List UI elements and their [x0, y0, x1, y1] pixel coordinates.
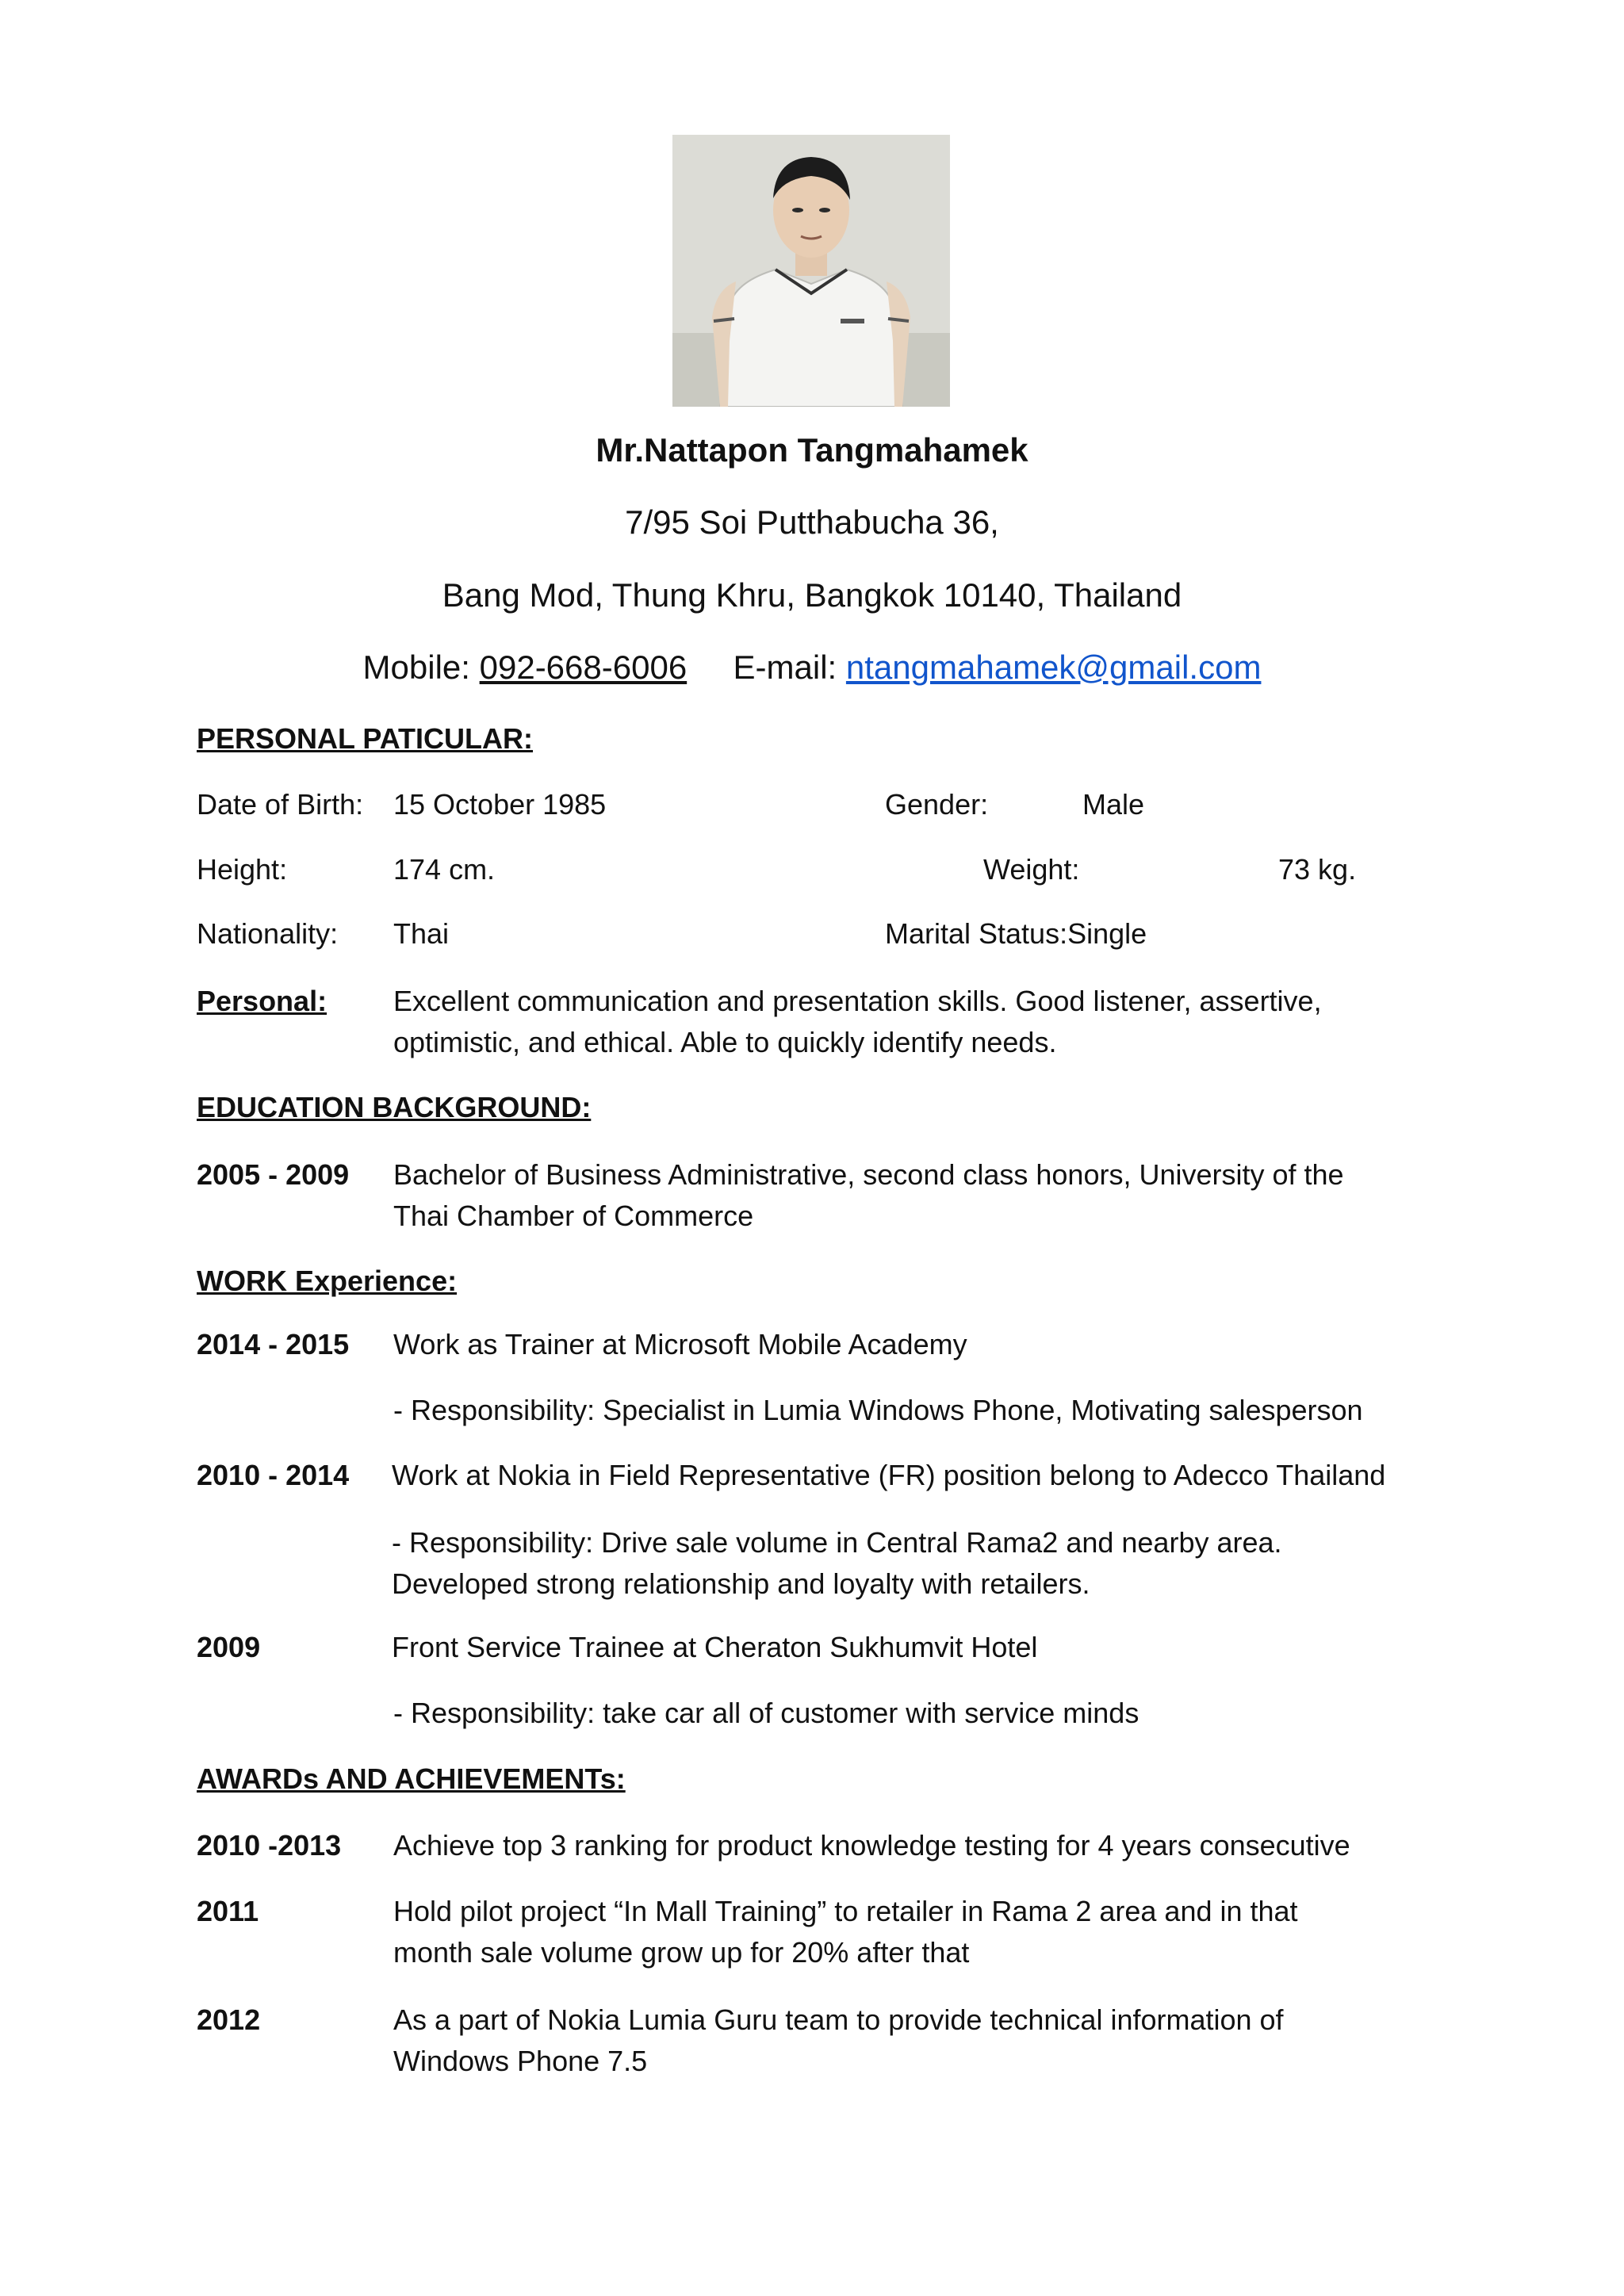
height-label: Height: [197, 853, 288, 886]
marital-value: Single [1067, 917, 1147, 950]
work-period: 2010 - 2014 [197, 1459, 350, 1491]
award-period: 2012 [197, 2003, 261, 2036]
gender-label: Gender: [885, 788, 989, 821]
work-title: Work at Nokia in Field Representative (FR) position belong to Adecco Thailand [392, 1459, 1386, 1491]
work-heading: WORK Experience: [197, 1265, 458, 1297]
work-period: 2014 - 2015 [197, 1328, 350, 1360]
personal-label: Personal: [197, 985, 327, 1017]
education-line-2: Thai Chamber of Commerce [393, 1200, 754, 1232]
weight-value: 73 kg. [1278, 853, 1357, 886]
address-line-1: 7/95 Soi Putthabucha 36, [625, 503, 999, 541]
work-responsibility: - Responsibility: take car all of customer with service minds [393, 1697, 1139, 1729]
education-line-1: Bachelor of Business Administrative, second class honors, University of the [393, 1158, 1344, 1191]
email-link[interactable]: ntangmahamek@gmail.com [845, 649, 1262, 686]
profile-photo [672, 135, 950, 407]
work-title: Front Service Trainee at Cheraton Sukhumvit Hotel [392, 1631, 1038, 1663]
education-period: 2005 - 2009 [197, 1158, 350, 1191]
work-responsibility: - Responsibility: Drive sale volume in Central Rama2 and nearby area. [392, 1526, 1282, 1559]
address-line-2: Bang Mod, Thung Khru, Bangkok 10140, Thailand [442, 576, 1182, 614]
award-text: As a part of Nokia Lumia Guru team to provide technical information of [393, 2003, 1284, 2036]
award-text: Achieve top 3 ranking for product knowledge testing for 4 years consecutive [393, 1829, 1350, 1862]
height-value: 174 cm. [393, 853, 496, 886]
marital-status [885, 913, 1147, 955]
award-text-cont: Windows Phone 7.5 [393, 2045, 648, 2077]
marital-label: Marital Status: [885, 917, 1068, 950]
candidate-name: Mr.Nattapon Tangmahamek [596, 431, 1028, 469]
nationality-value: Thai [393, 917, 450, 950]
contact-line [0, 649, 1624, 687]
awards-heading: AWARDs AND ACHIEVEMENTs: [197, 1762, 626, 1795]
dob-label: Date of Birth: [197, 788, 364, 821]
education-heading: EDUCATION BACKGROUND: [197, 1091, 592, 1123]
mobile-number-link[interactable]: 092-668-6006 [479, 649, 688, 686]
email-label: E-mail: [733, 649, 837, 686]
nationality-label: Nationality: [197, 917, 339, 950]
personal-heading: PERSONAL PATICULAR: [197, 722, 534, 755]
gender-value: Male [1082, 788, 1145, 821]
mobile-label: Mobile: [362, 649, 470, 686]
award-text: Hold pilot project “In Mall Training” to retailer in Rama 2 area and in that [393, 1895, 1298, 1927]
work-period: 2009 [197, 1631, 261, 1663]
work-responsibility-cont: Developed strong relationship and loyalty with retailers. [392, 1567, 1090, 1600]
personal-line-1: Excellent communication and presentation skills. Good listener, assertive, [393, 985, 1322, 1017]
personal-line-2: optimistic, and ethical. Able to quickly identify needs. [393, 1026, 1057, 1058]
award-period: 2011 [197, 1895, 259, 1927]
award-period: 2010 -2013 [197, 1829, 342, 1862]
work-title: Work as Trainer at Microsoft Mobile Academy [393, 1328, 967, 1360]
award-text-cont: month sale volume grow up for 20% after that [393, 1936, 970, 1969]
dob-value: 15 October 1985 [393, 788, 607, 821]
work-responsibility: - Responsibility: Specialist in Lumia Windows Phone, Motivating salesperson [393, 1394, 1363, 1426]
weight-label: Weight: [983, 853, 1080, 886]
